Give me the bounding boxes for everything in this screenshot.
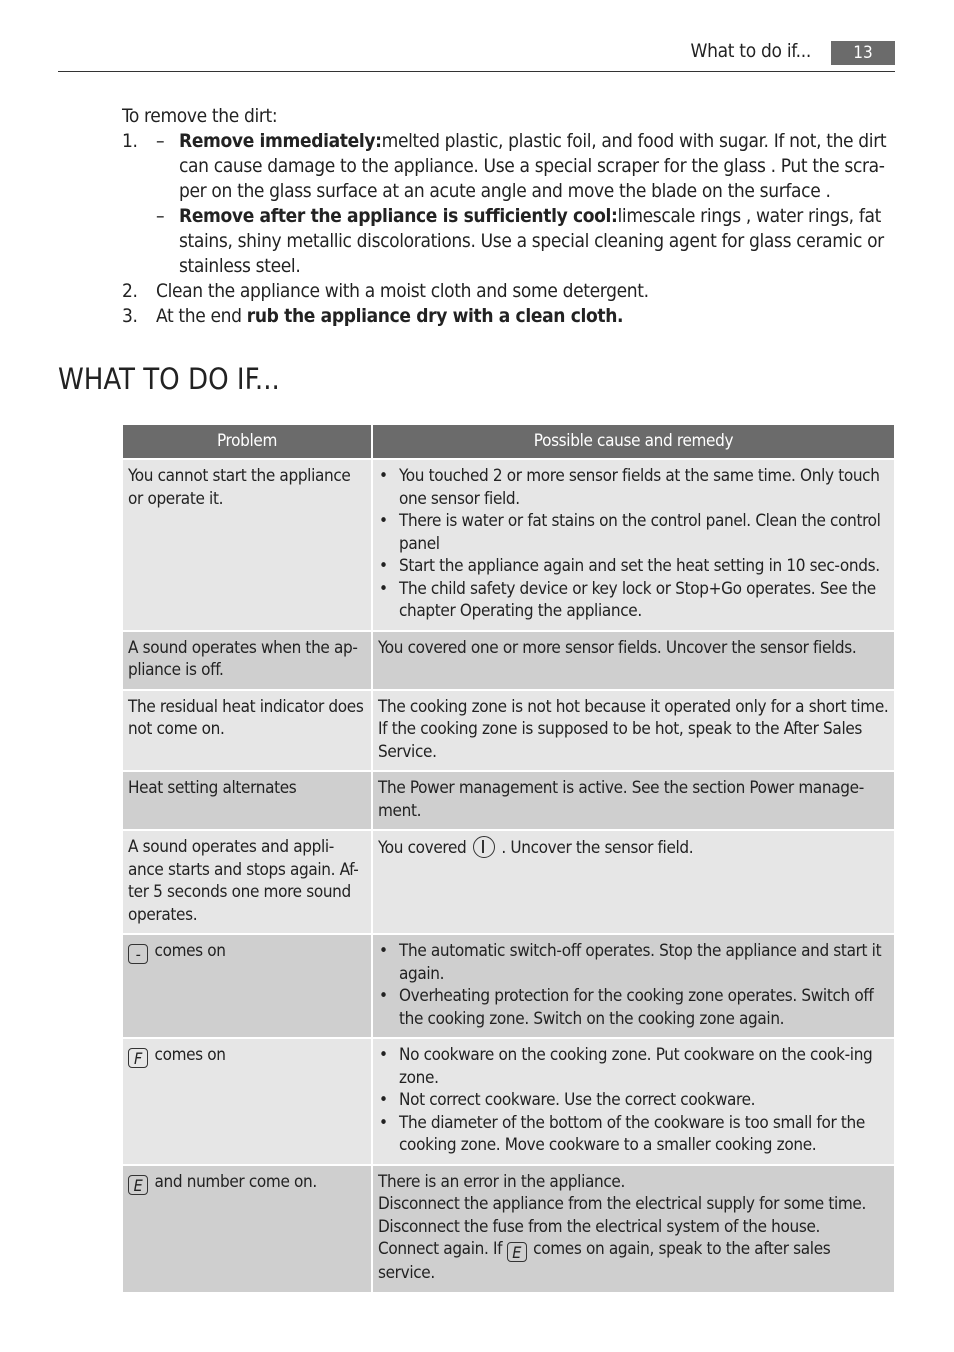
step-3	[122, 304, 895, 329]
header-title: What to do if...	[690, 40, 811, 62]
troubleshooting-table	[121, 423, 896, 1294]
remedy-list	[378, 465, 889, 623]
remedy-item: • Not correct cookware. Use the correct cookware.	[378, 1089, 889, 1112]
remedy-text: Connect again. If	[378, 1239, 507, 1259]
problem-cell: A sound operates when the ap-pliance is off.	[123, 632, 371, 689]
remedy-line	[378, 1238, 889, 1285]
problem-cell: The residual heat indicator does not come on.	[123, 691, 371, 771]
problem-cell	[123, 1166, 371, 1292]
remedy-list	[378, 1044, 889, 1157]
dash-item-immediately	[156, 129, 895, 204]
remedy-line: There is an error in the appliance.	[378, 1171, 625, 1192]
display-dash-symbol-icon: -	[128, 944, 148, 964]
instructions-lead: To remove the dirt:	[122, 105, 278, 127]
remedy-cell	[373, 460, 894, 630]
dash-item-cool	[156, 204, 895, 279]
dash-bold-text: Remove after the appliance is sufficiently cool:	[179, 205, 618, 227]
step-number: 1.	[122, 130, 138, 152]
table-row	[123, 772, 894, 829]
table-row	[123, 1166, 894, 1292]
section-title: WHAT TO DO IF...	[58, 362, 280, 396]
display-e-symbol-icon: E	[128, 1175, 148, 1195]
problem-cell: Heat setting alternates	[123, 772, 371, 829]
step-text: At the end	[156, 305, 247, 327]
remedy-item: • The diameter of the bottom of the cookware is too small for the cooking zone. Move cookware to a smaller cooking zone.	[378, 1112, 889, 1157]
cleaning-instructions	[122, 104, 895, 329]
remedy-text: . Uncover the sensor field.	[496, 838, 694, 858]
remedy-cell	[373, 831, 894, 933]
problem-text: comes on	[150, 941, 226, 961]
column-header-remedy: Possible cause and remedy	[373, 425, 894, 458]
remedy-list	[378, 940, 889, 1030]
remedy-item: • Overheating protection for the cooking zone operates. Switch off the cooking zone. Switch on the cooking zone again.	[378, 985, 889, 1030]
remedy-item: • There is water or fat stains on the control panel. Clean the control panel	[378, 510, 889, 555]
remedy-cell	[373, 935, 894, 1037]
problem-cell: You cannot start the appliance or operate it.	[123, 460, 371, 630]
remedy-cell: The Power management is active. See the section Power manage-ment.	[373, 772, 894, 829]
table-row	[123, 831, 894, 933]
column-header-problem: Problem	[123, 425, 371, 458]
power-on-off-icon	[473, 836, 495, 858]
step-1	[122, 129, 895, 279]
problem-cell	[123, 935, 371, 1037]
table-row	[123, 691, 894, 771]
display-f-symbol-icon: F	[128, 1048, 148, 1068]
dash-marker: –	[156, 205, 165, 227]
table-header-row	[123, 425, 894, 458]
remedy-item: • The child safety device or key lock or Stop+Go operates. See the chapter Operating the appliance.	[378, 578, 889, 623]
table-row	[123, 1039, 894, 1164]
step-bold-text: rub the appliance dry with a clean cloth.	[246, 305, 624, 327]
remedy-item: • No cookware on the cooking zone. Put cookware on the cook-ing zone.	[378, 1044, 889, 1089]
dash-bold-text: Remove immediately:	[179, 130, 382, 152]
remedy-line: Disconnect the appliance from the electrical supply for some time. Disconnect the fuse from the electrical system of the house.	[378, 1194, 866, 1237]
remedy-cell: The cooking zone is not hot because it operated only for a short time. If the cooking zone is supposed to be hot, speak to the After Sales Service.	[373, 691, 894, 771]
display-e-symbol-icon: E	[507, 1242, 527, 1262]
step-2	[122, 279, 895, 304]
page-header	[58, 38, 895, 72]
remedy-item: • Start the appliance again and set the heat setting in 10 sec-onds.	[378, 555, 889, 578]
problem-cell: A sound operates and appli-ance starts and stops again. Af-ter 5 seconds one more sound operates.	[123, 831, 371, 933]
table-row	[123, 632, 894, 689]
step-number: 2.	[122, 280, 138, 302]
remedy-cell	[373, 1166, 894, 1292]
table-row	[123, 935, 894, 1037]
problem-cell	[123, 1039, 371, 1164]
step-text: Clean the appliance with a moist cloth and some detergent.	[156, 280, 649, 302]
dash-text: limescale rings , water rings, fat stains, shiny metallic discolorations. Use a special cleaning agent for glass ceramic or stainless steel.	[179, 205, 884, 277]
page-number: 13	[831, 41, 895, 65]
remedy-text: You covered	[378, 838, 471, 858]
problem-text: and number come on.	[150, 1171, 317, 1192]
step-number: 3.	[122, 305, 138, 327]
table-row	[123, 460, 894, 630]
dash-text: melted plastic, plastic foil, and food with sugar. If not, the dirt can cause damage to the appliance. Use a special scraper for the glass . Put the scra-per on the glass surface at an acute angle and move the blade on the surface .	[179, 130, 887, 202]
dash-marker: –	[156, 130, 165, 152]
problem-text: comes on	[150, 1045, 226, 1065]
remedy-cell: You covered one or more sensor fields. Uncover the sensor fields.	[373, 632, 894, 689]
remedy-item: • The automatic switch-off operates. Stop the appliance and start it again.	[378, 940, 889, 985]
remedy-item: • You touched 2 or more sensor fields at the same time. Only touch one sensor field.	[378, 465, 889, 510]
remedy-text: comes on again, speak to the after sales service.	[378, 1239, 831, 1283]
remedy-cell	[373, 1039, 894, 1164]
